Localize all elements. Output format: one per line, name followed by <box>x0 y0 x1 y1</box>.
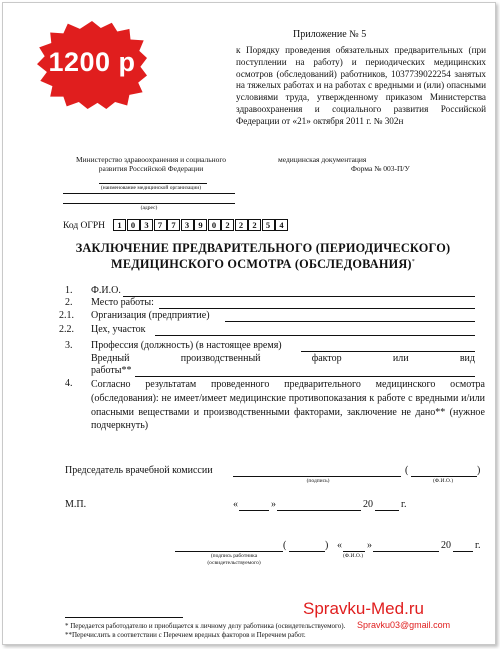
footnote-separator <box>65 617 183 618</box>
harmful-input-line[interactable] <box>135 376 475 377</box>
field-num-department: 2.2. <box>59 324 74 335</box>
employee-year-prefix: 20 <box>441 540 451 551</box>
ogrn-digit-box: 7 <box>154 219 167 231</box>
address-caption: (адрес) <box>140 205 158 211</box>
harmful-word-6: работы** <box>91 365 132 376</box>
employee-month-line[interactable] <box>373 551 439 552</box>
year-suffix: г. <box>401 499 407 510</box>
ogrn-label: Код ОГРН <box>63 221 106 231</box>
ogrn-digit-box: 0 <box>127 219 140 231</box>
employee-year-suffix: г. <box>475 540 481 551</box>
year-line[interactable] <box>375 510 399 511</box>
title-mark: * <box>411 258 415 265</box>
day-line[interactable] <box>239 510 269 511</box>
price-badge-text: 1200 р <box>48 47 136 77</box>
profession-input-line[interactable] <box>301 351 475 352</box>
field-label-workplace: Место работы: <box>91 297 154 308</box>
title-line-1: ЗАКЛЮЧЕНИЕ ПРЕДВАРИТЕЛЬНОГО (ПЕРИОДИЧЕСКОГО) <box>75 241 451 255</box>
ministry-name: Министерство здравоохранения и социального развития Российской Федерации <box>75 155 227 173</box>
org-caption: (наименование медицинской организации) <box>100 185 202 191</box>
month-line[interactable] <box>277 510 361 511</box>
form-number: Форма № 003-П/У <box>351 164 410 173</box>
document-title <box>63 242 463 271</box>
employee-fio-line[interactable] <box>289 551 325 552</box>
item4-num: 4. <box>65 378 73 389</box>
harmful-word-2: производственный <box>180 353 261 364</box>
organization-input-line[interactable] <box>225 321 475 322</box>
field-num-organization: 2.1. <box>59 310 74 321</box>
footnote-2: **Перечислить в соответствии с Перечнем вредных факторов и Перечнем работ. <box>65 631 306 639</box>
employee-fio-open-paren: ( <box>283 540 287 551</box>
chair-fio-close-paren: ) <box>477 465 481 476</box>
ogrn-digit-box: 5 <box>262 219 275 231</box>
field-label-department: Цех, участок <box>91 324 146 335</box>
chair-fio-line[interactable] <box>411 476 477 477</box>
title-line-2 <box>63 256 463 272</box>
harmful-word-1: Вредный <box>91 353 130 364</box>
watermark-email: Spravku03@gmail.com <box>357 620 451 630</box>
ogrn-digit-box: 2 <box>221 219 234 231</box>
chair-fio-open-paren: ( <box>405 465 409 476</box>
ogrn-digit-box: 9 <box>194 219 207 231</box>
ogrn-digit-box: 3 <box>181 219 194 231</box>
date-close-quote: » <box>271 499 276 510</box>
field-label-profession: Профессия (должность) (в настоящее время) <box>91 340 282 351</box>
fio-input-line[interactable] <box>123 296 475 297</box>
date-open-quote: « <box>233 499 238 510</box>
chair-sign-caption: (подпись) <box>306 478 330 484</box>
employee-year-line[interactable] <box>453 551 473 552</box>
department-input-line[interactable] <box>155 335 475 336</box>
field-label-fio: Ф.И.О. <box>91 285 121 296</box>
field-num-profession: 3. <box>65 340 73 351</box>
employee-day-line[interactable] <box>343 551 365 552</box>
harmful-factor-row <box>91 353 475 364</box>
chair-label: Председатель врачебной комиссии <box>65 465 213 476</box>
chair-fio-caption: (Ф.И.О.) <box>432 478 454 484</box>
ogrn-digit-box: 4 <box>275 219 288 231</box>
org-line <box>99 183 207 184</box>
org-line-2 <box>63 193 235 194</box>
harmful-word-4: или <box>392 353 409 364</box>
employee-date-close-quote: » <box>367 540 372 551</box>
title-line-2-text: МЕДИЦИНСКОГО ОСМОТРА (ОБСЛЕДОВАНИЯ) <box>111 256 412 271</box>
employee-sign-line[interactable] <box>175 551 283 552</box>
employee-fio-close-paren: ) <box>325 540 329 551</box>
footnote-1: * Передается работодателю и приобщается к личному делу работника (освидетельствуемого). <box>65 622 346 630</box>
ogrn-digit-box: 2 <box>235 219 248 231</box>
employee-sign-caption: (подпись работника (освидетельствуемого) <box>207 553 261 566</box>
appendix-body: к Порядку проведения обязательных предварительных (при поступлении на работу) и периодических медицинских осмотров (обследований) работников, 1037739022254 занятых на тяжелых работах и на работах с вредными и (или) опасными условиями труда, утвержденному приказом Министерства здравоохранения и социального развития Российской Федерации от «21» октября 2011 г. № 302н <box>236 45 486 126</box>
medical-doc-label: медицинская документация <box>278 155 367 164</box>
ogrn-digit-box: 1 <box>113 219 126 231</box>
appendix-title: Приложение № 5 <box>293 29 367 40</box>
ogrn-digit-box: 3 <box>140 219 153 231</box>
year-prefix: 20 <box>363 499 373 510</box>
ogrn-digit-box: 7 <box>167 219 180 231</box>
harmful-word-5: вид <box>459 353 475 364</box>
field-num-workplace: 2. <box>65 297 73 308</box>
field-num-fio: 1. <box>65 285 73 296</box>
harmful-word-3: фактор <box>311 353 342 364</box>
employee-fio-caption: (Ф.И.О.) <box>342 553 364 559</box>
field-label-organization: Организация (предприятие) <box>91 310 210 321</box>
ogrn-digit-box: 0 <box>208 219 221 231</box>
workplace-input-line[interactable] <box>159 308 475 309</box>
stamp-label: М.П. <box>65 499 87 510</box>
item4-text: Согласно результатам проведенного предварительного медицинского осмотра (обследования): не имеет/имеет медицинские противопоказания к работе с вредными и/или опасными веществами и производственными факторами, заключение не дано** (нужное подчеркнуть) <box>91 379 485 432</box>
chair-sign-line[interactable] <box>233 476 401 477</box>
document-page <box>2 2 496 645</box>
watermark-site: Spravku-Med.ru <box>303 599 424 618</box>
employee-date-open-quote: « <box>337 540 342 551</box>
address-line <box>63 203 235 204</box>
ogrn-digit-box: 2 <box>248 219 261 231</box>
